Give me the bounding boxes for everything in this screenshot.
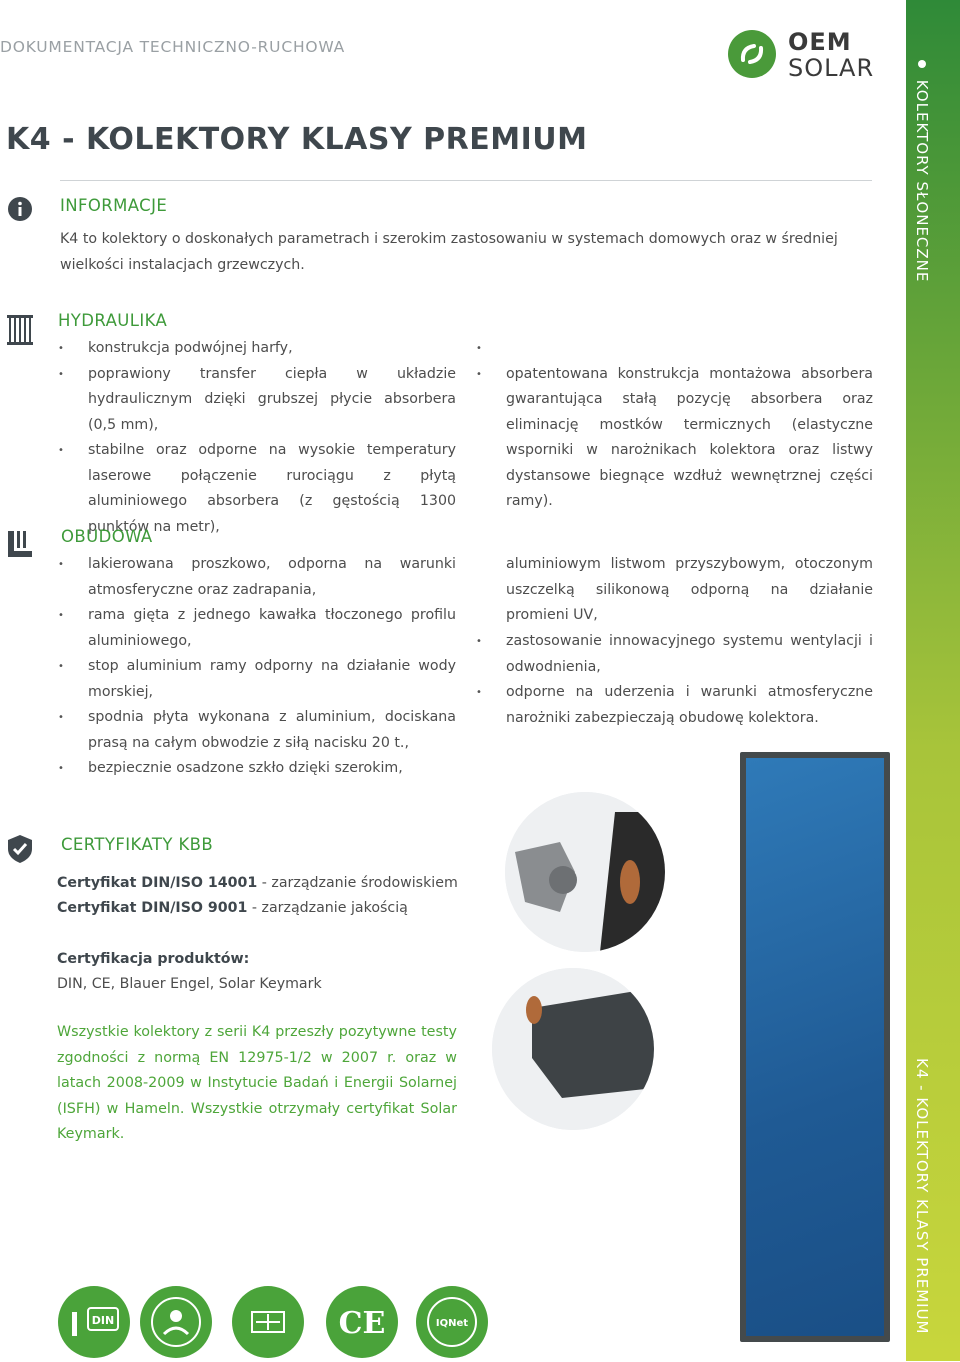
logo-text-oem: OEM (788, 28, 852, 56)
obudowa-list-left (58, 552, 456, 782)
products-heading: Certyfikacja produktów: (57, 951, 250, 967)
list-item: • lakierowana proszkowo, odporna na warunki atmosferyczne oraz zadrapania, (58, 552, 456, 603)
detail-connector-image (505, 792, 665, 952)
din-certco-badge-icon (58, 1286, 130, 1358)
list-item (476, 336, 873, 362)
list-item: • stabilne oraz odporne na wysokie temperatury laserowe połączenie rurociągu z płytą aluminiowego absorbera (z gęstością 1300 punktów na metr), (58, 438, 456, 540)
solar-collector-image (740, 752, 890, 1342)
list-item: • bezpiecznie osadzone szkło dzięki szerokim, (58, 756, 456, 782)
cert-line-iso9001: Certyfikat DIN/ISO 9001 - zarządzanie jakością (57, 900, 408, 916)
housing-icon (7, 530, 33, 560)
document-type-label: DOKUMENTACJA TECHNICZNO-RUCHOWA (0, 38, 346, 56)
sidebar-top-label: KOLEKTORY SŁONECZNE (913, 60, 953, 280)
oem-solar-logo (728, 28, 878, 84)
products-text: DIN, CE, Blauer Engel, Solar Keymark (57, 976, 322, 992)
list-item: • opatentowana konstrukcja montażowa absorbera gwarantująca stałą pozycję absorbera oraz eliminację mostków termicznych (elastyczne wsporniki w narożnikach kolektora oraz listwy dystansowe biegnące wzdłuż wewnętrznej części ramy). (476, 362, 873, 515)
section-heading-obudowa: OBUDOWA (61, 527, 153, 546)
section-heading-info: INFORMACJE (60, 196, 168, 215)
obudowa-continued-text: aluminiowym listwom przyszybowym, otoczonym uszczelką silikonową odporną na działanie promieni UV, (506, 556, 873, 623)
list-item: • stop aluminium ramy odporny na działanie wody morskiej, (58, 654, 456, 705)
list-item: • rama gięta z jednego kawałka tłoczonego profilu aluminiowego, (58, 603, 456, 654)
solar-keymark-badge-icon (232, 1286, 304, 1358)
logo-mark-icon (728, 30, 776, 78)
detail-corner-image (492, 968, 654, 1130)
blauer-engel-badge-icon (140, 1286, 212, 1358)
svg-text:IQNet: IQNet (435, 1318, 469, 1329)
list-item: • konstrukcja podwójnej harfy, (58, 336, 456, 362)
section-heading-hydraulika: HYDRAULIKA (58, 311, 168, 330)
test-note: Wszystkie kolektory z serii K4 przeszły pozytywne testy zgodności z normą EN 12975-1/2 w 2007 r. oraz w latach 2008-2009 w Instytucie Badań i Energii Solarnej (ISFH) w Hameln. Wszystkie otrzymały certyfikat Solar Keymark. (57, 1024, 457, 1142)
hydraulika-list-left (58, 336, 456, 540)
sidebar-bottom-label: K4 - KOLEKTORY KLASY PREMIUM (913, 1058, 931, 1335)
page-title: K4 - KOLEKTORY KLASY PREMIUM (6, 122, 588, 157)
svg-text:CE: CE (338, 1306, 386, 1341)
list-item: • odporne na uderzenia i warunki atmosferyczne narożniki zabezpieczają obudowę kolektora. (476, 680, 873, 731)
info-icon (7, 196, 33, 226)
hydraulika-list-right (476, 336, 873, 515)
info-text: K4 to kolektory o doskonałych parametrach i szerokim zastosowaniu w systemach domowych oraz w średniej wielkości instalacjach grzewczych. (60, 231, 838, 273)
list-item: • zastosowanie innowacyjnego systemu wentylacji i odwodnienia, (476, 629, 873, 680)
ce-badge-icon (326, 1286, 398, 1358)
shield-check-icon (7, 834, 33, 864)
obudowa-list-right (476, 629, 873, 731)
bullet-dot-icon (918, 60, 926, 68)
section-heading-certyfikaty: CERTYFIKATY KBB (61, 835, 214, 854)
logo-text-solar: SOLAR (788, 54, 875, 82)
list-item: • poprawiony transfer ciepła w układzie hydraulicznym dzięki grubszej płycie absorbera (0,5 mm), (58, 362, 456, 439)
title-divider (60, 180, 872, 181)
cert-line-iso14001: Certyfikat DIN/ISO 14001 - zarządzanie środowiskiem (57, 875, 458, 891)
svg-text:DIN: DIN (91, 1314, 115, 1327)
radiator-icon (6, 313, 32, 343)
list-item: • spodnia płyta wykonana z aluminium, dociskana prasą na całym obwodzie z siłą nacisku 20 t., (58, 705, 456, 756)
iqnet-badge-icon (416, 1286, 488, 1358)
